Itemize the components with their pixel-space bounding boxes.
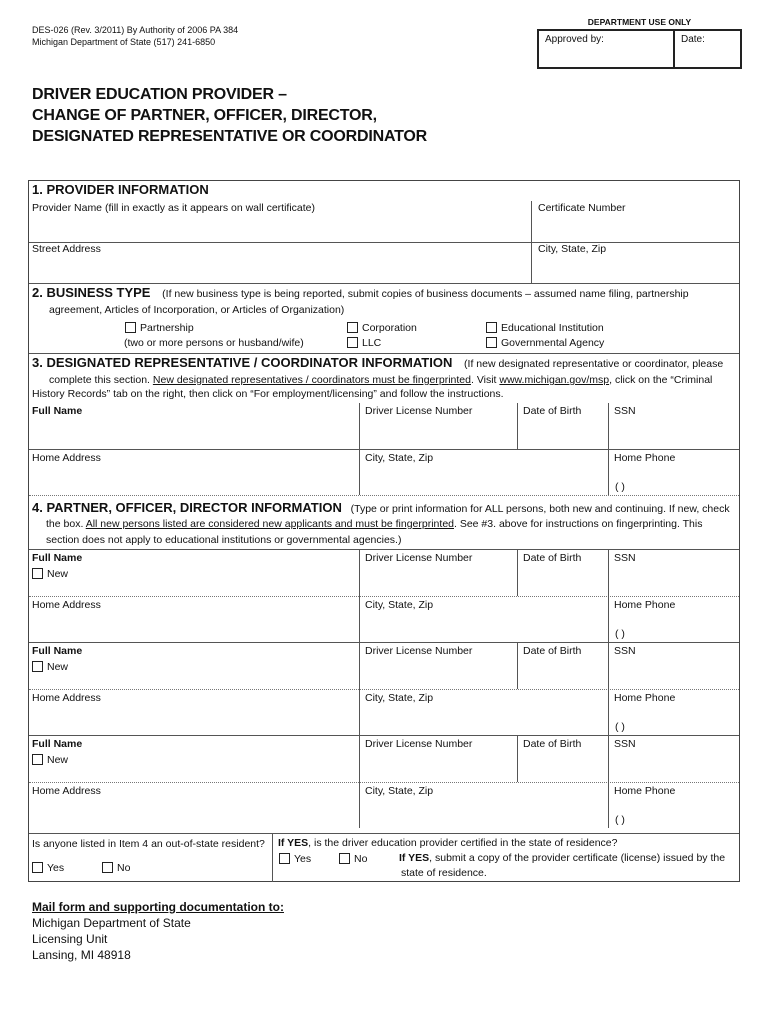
form-header: [32, 24, 238, 48]
person-2-dob-field[interactable]: Date of Birth: [523, 645, 582, 657]
person-1-phone-parens: ( ): [615, 628, 625, 640]
certified-yes-option[interactable]: Yes: [279, 852, 311, 866]
section-3-note-3: History Records” tab on the right, then click on “For employment/licensing” and follow the instructions.: [32, 388, 504, 400]
section-4-note-2: the box. All new persons listed are considered new applicants and must be fingerprinted. See #3. above for instructions on fingerprinting. This: [46, 518, 703, 530]
person-1-new-checkbox[interactable]: [32, 568, 43, 579]
certified-no-option[interactable]: No: [339, 852, 367, 866]
form-title: [32, 84, 427, 147]
section-2-note-2: agreement, Articles of Incorporation, or Articles of Organization): [49, 304, 345, 316]
person-2-home-phone-field[interactable]: Home Phone: [614, 692, 676, 704]
person-1-ssn-field[interactable]: SSN: [614, 552, 636, 564]
person-2-new-checkbox[interactable]: [32, 661, 43, 672]
educational-institution-checkbox[interactable]: [486, 322, 497, 333]
approval-date-field[interactable]: Date:: [681, 34, 705, 45]
department-use-title: DEPARTMENT USE ONLY: [587, 17, 692, 27]
rep-home-address-field[interactable]: Home Address: [32, 452, 101, 464]
person-3-phone-parens: ( ): [615, 814, 625, 826]
educational-institution-option[interactable]: Educational Institution: [486, 321, 604, 335]
rep-home-phone-field[interactable]: Home Phone: [614, 452, 676, 464]
certified-no-checkbox[interactable]: [339, 853, 350, 864]
person-3-new-option[interactable]: New: [32, 753, 68, 767]
section-4-heading: 4. PARTNER, OFFICER, DIRECTOR INFORMATION (Type or print information for ALL persons, both new and continuing. If new, check: [32, 500, 730, 515]
certified-yes-checkbox[interactable]: [279, 853, 290, 864]
person-2-full-name-field[interactable]: Full Name: [32, 645, 83, 657]
title-line-2: CHANGE OF PARTNER, OFFICER, DIRECTOR,: [32, 107, 377, 124]
title-line-1: DRIVER EDUCATION PROVIDER –: [32, 86, 287, 103]
approved-by-field[interactable]: Approved by:: [539, 31, 675, 67]
person-3-home-phone-field[interactable]: Home Phone: [614, 785, 676, 797]
partnership-checkbox[interactable]: [125, 322, 136, 333]
mail-heading: Mail form and supporting documentation to:: [32, 900, 284, 914]
person-1-dob-field[interactable]: Date of Birth: [523, 552, 582, 564]
street-address-field[interactable]: Street Address: [32, 243, 101, 255]
llc-checkbox[interactable]: [347, 337, 358, 348]
person-1-new-option[interactable]: New: [32, 567, 68, 581]
person-2-city-state-zip-field[interactable]: City, State, Zip: [365, 692, 434, 704]
city-state-zip-field[interactable]: City, State, Zip: [538, 243, 607, 255]
out-of-state-no-option[interactable]: No: [102, 861, 130, 875]
submit-certificate-note: If YES, submit a copy of the provider certificate (license) issued by the: [399, 852, 726, 864]
rep-dob-field[interactable]: Date of Birth: [523, 405, 582, 417]
certified-question: If YES, is the driver education provider certified in the state of residence?: [278, 837, 618, 849]
mail-line-1: Michigan Department of State: [32, 916, 191, 930]
section-2-note-1: (If new business type is being reported, submit copies of business documents – assumed name filing, partnership: [162, 288, 689, 300]
out-of-state-no-checkbox[interactable]: [102, 862, 113, 873]
out-of-state-yes-option[interactable]: Yes: [32, 861, 64, 875]
person-3-new-checkbox[interactable]: [32, 754, 43, 765]
section-3-heading: 3. DESIGNATED REPRESENTATIVE / COORDINATOR INFORMATION (If new designated representative or coordinator, please: [32, 355, 724, 370]
rep-driver-license-field[interactable]: Driver License Number: [365, 405, 473, 417]
department-use-box: [537, 17, 742, 69]
person-2-driver-license-field[interactable]: Driver License Number: [365, 645, 473, 657]
msp-link[interactable]: www.michigan.gov/msp: [499, 374, 610, 386]
person-1-full-name-field[interactable]: Full Name: [32, 552, 83, 564]
person-3-city-state-zip-field[interactable]: City, State, Zip: [365, 785, 434, 797]
person-1-home-phone-field[interactable]: Home Phone: [614, 599, 676, 611]
form-table: [28, 180, 740, 882]
provider-name-field[interactable]: Provider Name (fill in exactly as it appears on wall certificate): [32, 202, 316, 214]
corporation-checkbox[interactable]: [347, 322, 358, 333]
section-4-note-3: section does not apply to educational institutions or governmental agencies.): [46, 534, 402, 546]
person-1-city-state-zip-field[interactable]: City, State, Zip: [365, 599, 434, 611]
rep-full-name-field[interactable]: Full Name: [32, 405, 83, 417]
person-2-home-address-field[interactable]: Home Address: [32, 692, 101, 704]
governmental-agency-option[interactable]: Governmental Agency: [486, 336, 604, 350]
person-3-dob-field[interactable]: Date of Birth: [523, 738, 582, 750]
section-1-heading: 1. PROVIDER INFORMATION: [32, 182, 209, 197]
person-2-phone-parens: ( ): [615, 721, 625, 733]
person-2-ssn-field[interactable]: SSN: [614, 645, 636, 657]
person-3-full-name-field[interactable]: Full Name: [32, 738, 83, 750]
governmental-agency-checkbox[interactable]: [486, 337, 497, 348]
rep-ssn-field[interactable]: SSN: [614, 405, 636, 417]
mail-line-2: Licensing Unit: [32, 932, 108, 946]
rep-phone-parens: ( ): [615, 481, 625, 493]
section-2-heading: 2. BUSINESS TYPE (If new business type is being reported, submit copies of business documents – assumed name filing, partnership: [32, 285, 689, 300]
certificate-number-field[interactable]: Certificate Number: [538, 202, 626, 214]
rep-city-state-zip-field[interactable]: City, State, Zip: [365, 452, 434, 464]
section-4-note-1: (Type or print information for ALL persons, both new and continuing. If new, check: [350, 503, 730, 515]
corporation-option[interactable]: Corporation: [347, 321, 417, 335]
out-of-state-question: Is anyone listed in Item 4 an out-of-state resident?: [32, 838, 265, 850]
person-3-driver-license-field[interactable]: Driver License Number: [365, 738, 473, 750]
out-of-state-yes-checkbox[interactable]: [32, 862, 43, 873]
person-3-home-address-field[interactable]: Home Address: [32, 785, 101, 797]
section-3-note-2: complete this section. New designated representatives / coordinators must be fingerprinted. Visit www.michigan.gov/msp, click on the “Criminal: [49, 374, 713, 386]
form-id: DES-026 (Rev. 3/2011) By Authority of 2006 PA 384: [32, 25, 239, 35]
partnership-note: (two or more persons or husband/wife): [124, 337, 304, 349]
person-3-ssn-field[interactable]: SSN: [614, 738, 636, 750]
title-line-3: DESIGNATED REPRESENTATIVE OR COORDINATOR: [32, 128, 427, 145]
mailing-instructions: [32, 899, 284, 963]
person-1-driver-license-field[interactable]: Driver License Number: [365, 552, 473, 564]
partnership-option[interactable]: Partnership: [125, 321, 194, 335]
submit-certificate-note-2: state of residence.: [401, 867, 487, 879]
section-3-note-1: (If new designated representative or coordinator, please: [464, 358, 724, 370]
llc-option[interactable]: LLC: [347, 336, 381, 350]
person-2-new-option[interactable]: New: [32, 660, 68, 674]
mail-line-3: Lansing, MI 48918: [32, 948, 131, 962]
person-1-home-address-field[interactable]: Home Address: [32, 599, 101, 611]
agency-line: Michigan Department of State (517) 241-6850: [32, 37, 216, 47]
